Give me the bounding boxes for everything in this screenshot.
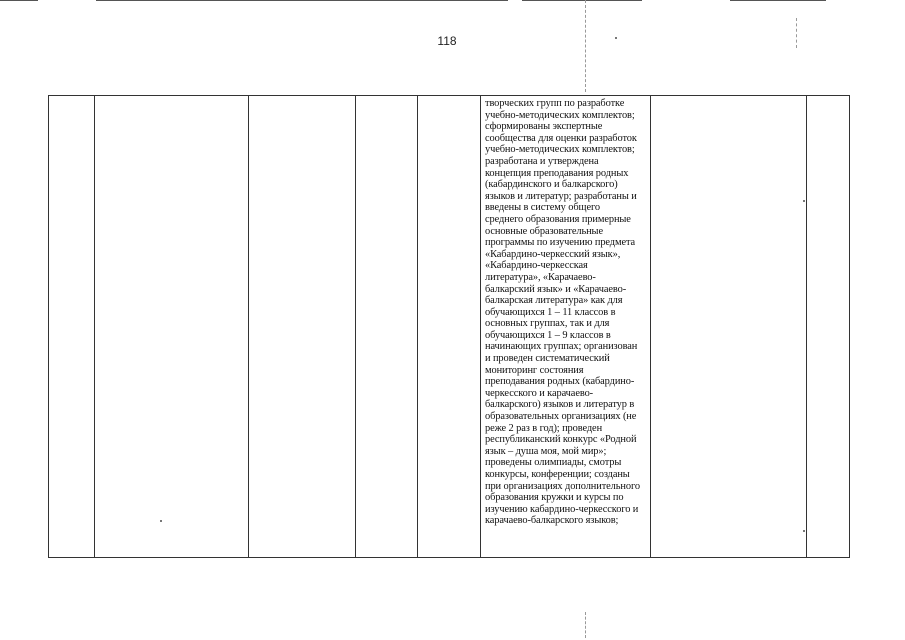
scan-mark <box>796 18 797 48</box>
table-cell-5 <box>418 96 481 558</box>
scan-mark <box>585 0 586 92</box>
table-cell-1 <box>49 96 95 558</box>
scan-dot <box>615 37 617 39</box>
top-border-fragment <box>730 0 826 1</box>
table-cell-3 <box>249 96 356 558</box>
document-table <box>48 95 850 558</box>
results-text: творческих групп по разработке учебно-методических комплектов; сформированы экспертные сообщества для оценки разработок учебно-методических комплектов; разработана и утверждена концепция преподавания родных (кабардинского и балкарского) языков и литератур; разработаны и введены в систему общего среднего образования примерные основные образовательные программы по изучению предмета «Кабардино-черкесский язык», «Кабардино-черкесская литература», «Карачаево- балкарский язык» и «Карачаево- балкарская литература» как для обучающихся 1 – 11 классов в основных группах, так и для обучающихся 1 – 9 классов в начинающих группах; организован и проведен систематический мониторинг состояния преподавания родных (кабардино- черкесского и карачаево- балкарского) языков и литератур в образовательных организациях (не реже 2 раз в год); проведен республиканский конкурс «Родной язык – душа моя, мой мир»; проведены олимпиады, смотры конкурсы, конференции; созданы при организациях дополнительного образования кружки и курсы по изучению кабардино-черкесского и карачаево-балкарского языков; <box>485 98 640 527</box>
table-row <box>49 96 850 558</box>
table-cell-7 <box>651 96 807 558</box>
scan-mark <box>585 612 586 638</box>
top-border-fragment <box>522 0 642 1</box>
top-border-fragment <box>96 0 508 1</box>
page-number: 118 <box>437 34 457 48</box>
table-cell-8 <box>807 96 850 558</box>
top-border-fragment <box>0 0 38 1</box>
table-cell-4 <box>356 96 418 558</box>
table-cell-results <box>481 96 651 558</box>
table-cell-2 <box>95 96 249 558</box>
